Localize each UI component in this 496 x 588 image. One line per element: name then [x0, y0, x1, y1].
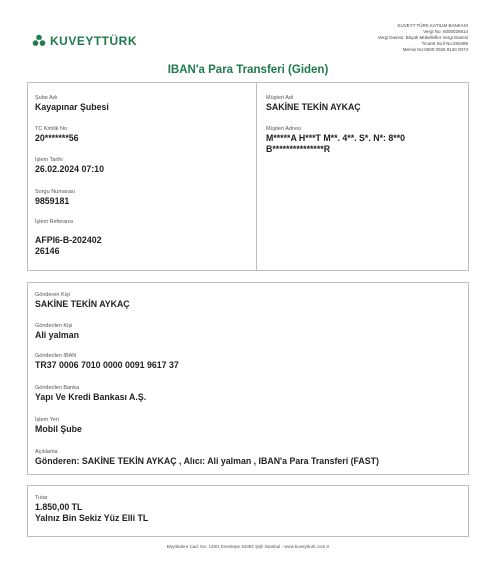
bank-info-trade-reg: Ticaret Sicil No:250489 [421, 41, 468, 46]
query-field [35, 189, 75, 207]
customer-field [266, 95, 361, 113]
reference-field [35, 219, 102, 256]
bank-info [378, 23, 468, 53]
address-value-line1: M*****A H***T M**. 4**. S*. N*: 8**0 [266, 133, 406, 143]
amount-in-words: Yalnız Bin Sekiz Yüz Elli TL [35, 512, 149, 523]
iban-label: Gönderilen IBAN [35, 353, 77, 359]
query-value: 9859181 [35, 196, 70, 206]
branch-label: Şube Adı [35, 95, 58, 101]
bank-info-tax-office: Vergi Dairesi: Büyük Mükellefler Vergi Dairesi [377, 35, 468, 40]
branch-value: Kayapınar Şubesi [35, 102, 109, 112]
kuveytturk-logo-icon [32, 34, 46, 48]
date-value: 26.02.2024 07:10 [35, 164, 104, 174]
reference-value-line1: AFPI6-B-202402 [35, 235, 102, 245]
footer-address: Büyükdere Cad. No: 129/1 Esentepe 34394 Şişli İstanbul - www.kuveytturk.com.tr [166, 544, 330, 549]
place-value: Mobil Şube [35, 424, 82, 434]
bank-info-name: KUVEYT TÜRK KATILIM BANKASI [397, 23, 468, 28]
sender-label: Gönderen Kişi [35, 292, 70, 298]
description-label: Açıklama [35, 449, 58, 455]
kuveytturk-logo [32, 34, 137, 48]
bank-field [35, 385, 146, 403]
reference-value-line2: 26146 [35, 245, 60, 256]
amount-box [27, 485, 469, 537]
customer-value: SAKİNE TEKİN AYKAÇ [266, 102, 361, 112]
recipient-label: Gönderilen Kişi [35, 323, 73, 329]
sender-field [35, 292, 130, 310]
recipient-field [35, 323, 79, 341]
column-divider [256, 83, 257, 270]
sender-value: SAKİNE TEKİN AYKAÇ [35, 299, 130, 309]
amount-field [35, 495, 148, 523]
place-field [35, 417, 82, 435]
tc-value: 20*******56 [35, 133, 79, 143]
iban-value: TR37 0006 7010 0000 0091 9617 37 [35, 360, 179, 370]
branch-field [35, 95, 109, 113]
bank-label: Gönderilen Banka [35, 385, 80, 391]
transfer-details-box [27, 282, 469, 475]
address-label: Müşteri Adresi [266, 126, 301, 132]
address-value-line2: B***************R [266, 143, 331, 154]
recipient-value: Ali yalman [35, 330, 80, 340]
document-title: IBAN'a Para Transferi (Giden) [167, 64, 329, 76]
date-label: İşlem Tarihi [35, 157, 63, 163]
iban-field [35, 353, 179, 371]
tc-field [35, 126, 79, 144]
description-field [35, 449, 379, 467]
amount-label: Tutar [35, 495, 48, 501]
tc-label: TC Kimlik No [35, 126, 68, 132]
bank-value: Yapı Ve Kredi Bankası A.Ş. [35, 392, 147, 402]
query-label: Sorgu Numarası [35, 189, 76, 195]
logo-text: KUVEYTTÜRK [50, 34, 138, 48]
document-header [0, 0, 496, 62]
account-info-box [27, 82, 469, 271]
place-label: İşlem Yeri [35, 417, 59, 423]
description-value: Gönderen: SAKİNE TEKİN AYKAÇ , Alıcı: Ali yalman , IBAN'a Para Transferi (FAST) [35, 456, 379, 466]
bank-info-mersis: Mersis No:0600 0026 8140 0074 [402, 47, 468, 52]
address-field [266, 126, 405, 154]
bank-info-tax-no: Vergi No: 6000026814 [423, 29, 468, 34]
amount-value: 1.850,00 TL [35, 502, 83, 512]
date-field [35, 157, 104, 175]
customer-label: Müşteri Adı [266, 95, 294, 101]
reference-label: İşlem Referansı [35, 219, 74, 225]
